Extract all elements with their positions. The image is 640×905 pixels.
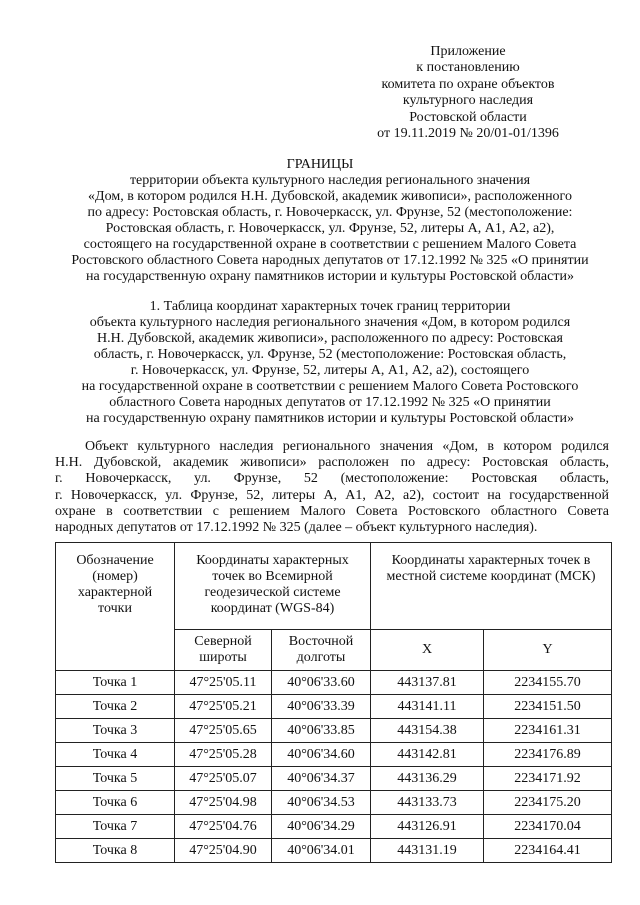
document-title: ГРАНИЦЫ [286, 157, 354, 172]
table-row [56, 791, 612, 815]
cell-point: Точка 7 [56, 815, 175, 839]
cell-east: 40°06'34.01 [272, 839, 371, 863]
cell-x: 443137.81 [371, 671, 484, 695]
subtitle-line: по адресу: Ростовская область, г. Новочеркасск, ул. Фрунзе, 52 (местоположение: [87, 205, 573, 220]
cell-north: 47°25'05.21 [175, 695, 272, 719]
cell-point: Точка 2 [56, 695, 175, 719]
appendix-line: к постановлению [416, 60, 520, 76]
header-msk: Координаты характерных точек в местной системе координат (МСК) [371, 543, 612, 630]
caption-line: на государственной охране в соответствии с решением Малого Совета Ростовского [81, 379, 579, 394]
caption-line: Н.Н. Дубовской, академик живописи», расположенного по адресу: Ростовская [97, 331, 563, 346]
cell-north: 47°25'05.65 [175, 719, 272, 743]
subtitle-line: Ростовского областного Совета народных депутатов от 17.12.1992 № 325 «О принятии [71, 253, 589, 268]
intro-line: г. Новочеркасск, ул. Фрунзе, 52 (местоположение: Ростовская область, [55, 471, 609, 487]
cell-east: 40°06'33.39 [272, 695, 371, 719]
appendix-line: Приложение [430, 44, 506, 59]
subtitle-line: состоящего на государственной охране в соответствии с решением Малого Совета [83, 237, 577, 252]
cell-east: 40°06'34.37 [272, 767, 371, 791]
cell-y: 2234164.41 [484, 839, 612, 863]
cell-point: Точка 5 [56, 767, 175, 791]
cell-point: Точка 4 [56, 743, 175, 767]
appendix-line: комитета по охране объектов [381, 76, 555, 92]
cell-east: 40°06'34.53 [272, 791, 371, 815]
cell-point: Точка 8 [56, 839, 175, 863]
table-row [56, 671, 612, 695]
appendix-line: от 19.11.2019 № 20/01-01/1396 [377, 126, 559, 142]
coordinates-table [55, 542, 612, 863]
table-row [56, 743, 612, 767]
cell-x: 443131.19 [371, 839, 484, 863]
header-east: Восточной долготы [272, 630, 371, 671]
subtitle-line: «Дом, в котором родился Н.Н. Дубовской, академик живописи», расположенного [88, 189, 572, 204]
table-row [56, 767, 612, 791]
cell-y: 2234151.50 [484, 695, 612, 719]
cell-north: 47°25'04.90 [175, 839, 272, 863]
table-row [56, 719, 612, 743]
cell-y: 2234161.31 [484, 719, 612, 743]
appendix-line: культурного наследия [402, 93, 534, 109]
caption-line: областного Совета народных депутатов от 17.12.1992 № 325 «О принятии [109, 395, 551, 410]
appendix-header [360, 44, 576, 142]
caption-line: г. Новочеркасск, ул. Фрунзе, 52, литеры А, А1, А2, а2), состоящего [130, 363, 530, 378]
intro-line: народных депутатов от 17.12.1992 № 325 (далее – объект культурного наследия). [55, 520, 538, 536]
table-row [56, 815, 612, 839]
subtitle-line: территории объекта культурного наследия регионального значения [129, 173, 531, 188]
header-north: Северной широты [175, 630, 272, 671]
cell-north: 47°25'05.11 [175, 671, 272, 695]
appendix-line: Ростовской области [409, 109, 527, 125]
cell-north: 47°25'04.76 [175, 815, 272, 839]
intro-paragraph [55, 439, 609, 536]
cell-x: 443154.38 [371, 719, 484, 743]
cell-east: 40°06'33.60 [272, 671, 371, 695]
intro-line: Н.Н. Дубовской, академик живописи» расположен по адресу: Ростовская область, [55, 455, 609, 471]
document-subtitle [40, 173, 620, 285]
cell-point: Точка 1 [56, 671, 175, 695]
cell-north: 47°25'04.98 [175, 791, 272, 815]
table-caption [40, 299, 620, 427]
cell-x: 443136.29 [371, 767, 484, 791]
cell-y: 2234176.89 [484, 743, 612, 767]
caption-line: на государственную охрану памятников истории и культуры Ростовской области» [86, 411, 574, 426]
header-x: X [371, 630, 484, 671]
cell-east: 40°06'34.60 [272, 743, 371, 767]
cell-east: 40°06'34.29 [272, 815, 371, 839]
cell-point: Точка 3 [56, 719, 175, 743]
subtitle-line: Ростовская область, г. Новочеркасск, ул. Фрунзе, 52, литеры А, А1, А2, а2), [105, 221, 555, 236]
header-y: Y [484, 630, 612, 671]
header-wgs84: Координаты характерных точек во Всемирной геодезической системе координат (WGS-84) [175, 543, 371, 630]
cell-x: 443141.11 [371, 695, 484, 719]
header-designation: Обозначение (номер) характерной точки [56, 543, 175, 671]
subtitle-line: на государственную охрану памятников истории и культуры Ростовской области» [86, 269, 574, 284]
cell-x: 443142.81 [371, 743, 484, 767]
intro-line: охране в соответствии с решением Малого Совета Ростовского областного Совета [55, 503, 609, 519]
cell-x: 443133.73 [371, 791, 484, 815]
cell-y: 2234171.92 [484, 767, 612, 791]
cell-y: 2234170.04 [484, 815, 612, 839]
intro-line: Объект культурного наследия регионального значения «Дом, в котором родился [85, 439, 609, 454]
intro-line: г. Новочеркасск, ул. Фрунзе, 52, литеры А, А1, А2, а2), состоит на государственной [55, 487, 609, 503]
caption-line: объекта культурного наследия регионального значения «Дом, в котором родился [89, 315, 571, 330]
cell-y: 2234175.20 [484, 791, 612, 815]
cell-x: 443126.91 [371, 815, 484, 839]
cell-point: Точка 6 [56, 791, 175, 815]
cell-north: 47°25'05.07 [175, 767, 272, 791]
cell-east: 40°06'33.85 [272, 719, 371, 743]
caption-line: 1. Таблица координат характерных точек границ территории [149, 299, 511, 314]
caption-line: область, г. Новочеркасск, ул. Фрунзе, 52 (местоположение: Ростовская область, [93, 347, 567, 362]
table-row [56, 839, 612, 863]
cell-north: 47°25'05.28 [175, 743, 272, 767]
cell-y: 2234155.70 [484, 671, 612, 695]
table-row [56, 695, 612, 719]
